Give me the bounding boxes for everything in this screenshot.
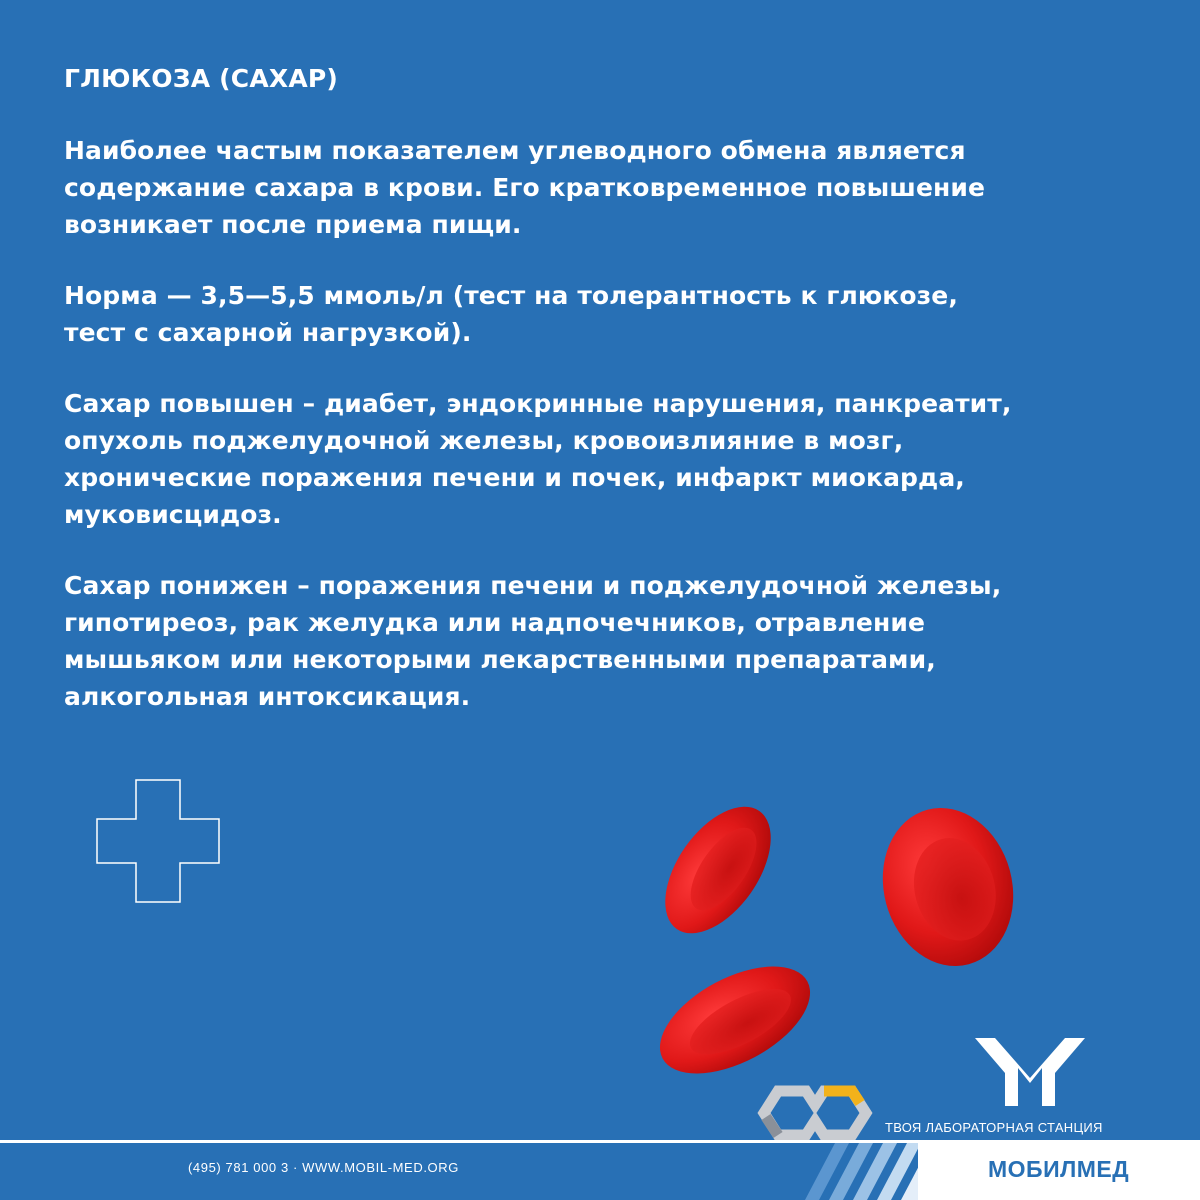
norm-paragraph: Норма — 3,5—5,5 ммоль/л (тест на толерантность к глюкозе, тест с сахарной нагрузкой). [64,281,958,347]
mobilmed-logo [970,1028,1090,1108]
intro-paragraph: Наиболее частым показателем углеводного обмена является содержание сахара в крови. Его кратковременное повышение возникает после приема пищи. [64,136,986,239]
brand-tagline: ТВОЯ ЛАБОРАТОРНАЯ СТАНЦИЯ [885,1120,1103,1135]
blood-cell-top-left [650,788,792,952]
medical-cross-icon [96,779,220,903]
blood-cell-right [865,793,1030,981]
footer-contact: (495) 781 000 3 · WWW.MOBIL-MED.ORG [188,1160,459,1175]
blood-cell-bottom [650,944,827,1085]
article [64,60,1154,715]
footer-stripes-decoration [805,1143,930,1200]
lowered-paragraph: Сахар понижен – поражения печени и поджелудочной железы, гипотиреоз, рак желудка или надпочечников, отравление мышьяком или некоторыми лекарственными препаратами, алкогольная интоксикация. [64,571,1002,711]
brand-name: МОБИЛМЕД [988,1156,1130,1182]
infinity-knot-logo [756,1085,874,1141]
raised-paragraph: Сахар повышен – диабет, эндокринные нарушения, панкреатит, опухоль поджелудочной железы, кровоизлияние в мозг, хронические поражения печени и почек, инфаркт миокарда, муковисцидоз. [64,389,1012,529]
page-title: ГЛЮКОЗА (САХАР) [64,64,339,93]
